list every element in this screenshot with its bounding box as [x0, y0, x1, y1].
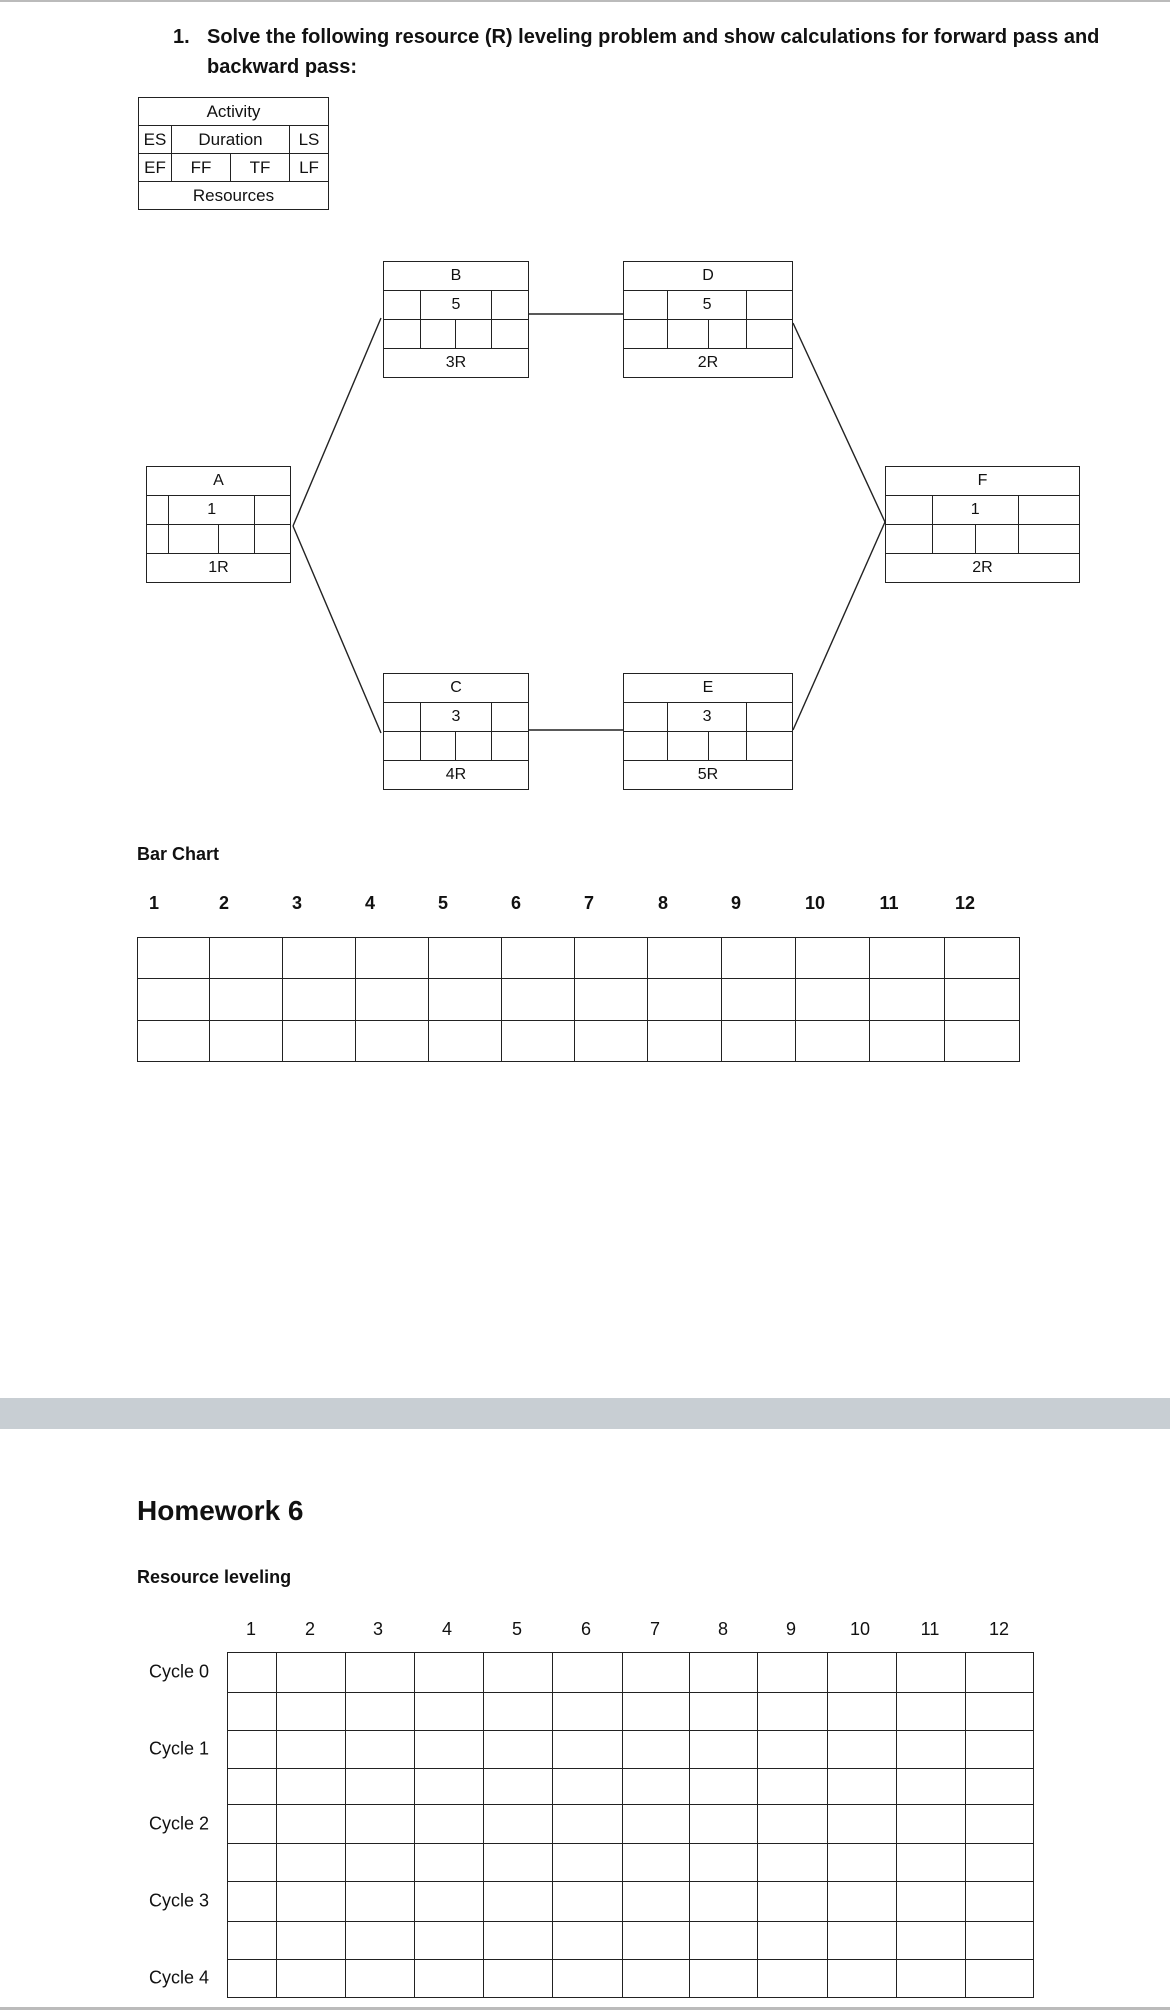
resource-cell[interactable] — [276, 1881, 346, 1922]
resource-cell[interactable] — [757, 1881, 828, 1922]
duration-cell: 5 — [420, 291, 492, 320]
resource-cell[interactable] — [276, 1959, 346, 1998]
ls-cell[interactable] — [747, 703, 793, 732]
resource-cell[interactable] — [622, 1843, 690, 1882]
resource-cell[interactable] — [689, 1652, 758, 1693]
resource-cell[interactable] — [622, 1692, 690, 1731]
resource-cell[interactable] — [827, 1843, 897, 1882]
bar-chart-cell[interactable] — [355, 1020, 429, 1062]
resource-day-label: 6 — [580, 1619, 592, 1639]
ef-cell[interactable] — [624, 320, 668, 349]
bar-chart-cell[interactable] — [282, 978, 356, 1021]
resource-cell[interactable] — [622, 1804, 690, 1844]
resource-day-label: 3 — [372, 1619, 384, 1639]
bar-chart-cell[interactable] — [647, 978, 722, 1021]
resource-day-label: 4 — [441, 1619, 453, 1639]
link-a-c — [293, 526, 381, 733]
resource-cell[interactable] — [827, 1768, 897, 1805]
bar-chart-day-label: 7 — [583, 893, 595, 913]
bar-chart-cell[interactable] — [137, 978, 210, 1021]
resource-cell[interactable] — [827, 1692, 897, 1731]
legend-ff: FF — [172, 154, 231, 182]
resource-cell[interactable] — [414, 1843, 484, 1882]
activity-node-c — [383, 673, 529, 790]
bar-chart-day-label: 12 — [954, 893, 976, 913]
bar-chart-cell[interactable] — [209, 1020, 283, 1062]
resource-cell[interactable] — [622, 1652, 690, 1693]
resource-cell[interactable] — [689, 1959, 758, 1998]
ef-cell[interactable] — [384, 732, 421, 761]
resource-cell[interactable] — [689, 1692, 758, 1731]
bar-chart-cell[interactable] — [721, 1020, 796, 1062]
cycle-label: Cycle 1 — [149, 1738, 210, 1759]
resource-cell[interactable] — [827, 1652, 897, 1693]
lf-cell[interactable] — [1018, 525, 1079, 554]
legend-tf: TF — [230, 154, 289, 182]
resource-cell[interactable] — [483, 1768, 553, 1805]
link-e-f — [793, 522, 885, 730]
resource-cell[interactable] — [689, 1804, 758, 1844]
tf-cell[interactable] — [456, 732, 492, 761]
duration-cell: 3 — [420, 703, 492, 732]
activity-node-a — [146, 466, 291, 583]
resource-cell[interactable] — [552, 1692, 623, 1731]
bar-chart-cell[interactable] — [209, 978, 283, 1021]
lf-cell[interactable] — [747, 732, 793, 761]
resource-cell[interactable] — [483, 1652, 553, 1693]
lf-cell[interactable] — [255, 525, 291, 554]
bar-chart-day-label: 11 — [879, 893, 899, 913]
bar-chart-cell[interactable] — [137, 1020, 210, 1062]
resource-cell[interactable] — [345, 1768, 415, 1805]
resource-cell[interactable] — [896, 1692, 966, 1731]
ef-cell[interactable] — [624, 732, 668, 761]
activity-node-e — [623, 673, 793, 790]
bar-chart-day-label: 1 — [148, 893, 160, 913]
resource-cell[interactable] — [622, 1730, 690, 1769]
bar-chart-cell[interactable] — [574, 978, 648, 1021]
question-text: Solve the following resource (R) leveling problem and show calculations for forward pass and backward pass: — [207, 26, 1100, 78]
resource-cell[interactable] — [965, 1768, 1034, 1805]
resource-cell[interactable] — [622, 1959, 690, 1998]
resource-cell[interactable] — [227, 1843, 277, 1882]
resource-cell[interactable] — [552, 1652, 623, 1693]
resource-cell[interactable] — [896, 1652, 966, 1693]
resource-cell[interactable] — [276, 1730, 346, 1769]
resource-cell[interactable] — [483, 1692, 553, 1731]
bar-chart-cell[interactable] — [869, 978, 945, 1021]
bar-chart-cell[interactable] — [944, 937, 1020, 979]
bar-chart-cell[interactable] — [209, 937, 283, 979]
activity-name: D — [624, 262, 793, 291]
resource-cell[interactable] — [414, 1768, 484, 1805]
resource-cell[interactable] — [276, 1652, 346, 1693]
tf-cell[interactable] — [975, 525, 1018, 554]
bar-chart-cell[interactable] — [795, 1020, 870, 1062]
resource-leveling-title: Resource leveling — [137, 1567, 292, 1587]
resource-cell[interactable] — [622, 1881, 690, 1922]
resource-cell[interactable] — [965, 1843, 1034, 1882]
bar-chart-cell[interactable] — [428, 1020, 502, 1062]
bar-chart-cell[interactable] — [869, 937, 945, 979]
question-number: 1. — [173, 26, 190, 48]
duration-cell: 3 — [667, 703, 747, 732]
bar-chart-cell[interactable] — [428, 937, 502, 979]
bar-chart-day-label: 2 — [218, 893, 230, 913]
activity-name: A — [147, 467, 291, 496]
resource-cell[interactable] — [757, 1959, 828, 1998]
resource-cell[interactable] — [757, 1652, 828, 1693]
bar-chart-cell[interactable] — [501, 1020, 575, 1062]
resource-day-label: 2 — [304, 1619, 316, 1639]
ff-cell[interactable] — [667, 320, 708, 349]
resource-cell[interactable] — [552, 1959, 623, 1998]
resource-cell[interactable] — [622, 1921, 690, 1960]
bar-chart-cell[interactable] — [574, 937, 648, 979]
resource-cell[interactable] — [414, 1921, 484, 1960]
legend-ls: LS — [290, 126, 329, 154]
bar-chart-cell[interactable] — [647, 1020, 722, 1062]
ls-cell[interactable] — [1018, 496, 1079, 525]
resource-cell[interactable] — [896, 1804, 966, 1844]
bar-chart-cell[interactable] — [355, 978, 429, 1021]
activity-name: E — [624, 674, 793, 703]
resource-day-label: 1 — [245, 1619, 257, 1639]
ef-cell[interactable] — [147, 525, 169, 554]
resource-cell[interactable] — [483, 1804, 553, 1844]
legend-duration: Duration — [172, 126, 290, 154]
bar-chart-cell[interactable] — [282, 1020, 356, 1062]
ls-cell[interactable] — [492, 703, 529, 732]
resource-day-label: 9 — [785, 1619, 797, 1639]
es-cell[interactable] — [624, 291, 668, 320]
resource-cell[interactable] — [965, 1730, 1034, 1769]
resource-cell[interactable] — [689, 1921, 758, 1960]
resource-cell[interactable] — [965, 1804, 1034, 1844]
bar-chart-day-label: 9 — [730, 893, 742, 913]
duration-cell: 1 — [932, 496, 1018, 525]
activity-node-f — [885, 466, 1080, 583]
resource-cell[interactable] — [965, 1881, 1034, 1922]
bar-chart-cell[interactable] — [944, 1020, 1020, 1062]
resource-cell[interactable] — [227, 1730, 277, 1769]
resource-day-label: 8 — [717, 1619, 729, 1639]
resource-cell[interactable] — [552, 1730, 623, 1769]
tf-cell[interactable] — [708, 320, 747, 349]
ff-cell[interactable] — [420, 320, 456, 349]
activity-name: B — [384, 262, 529, 291]
resource-cell[interactable] — [757, 1921, 828, 1960]
es-cell[interactable] — [384, 703, 421, 732]
activity-node-d — [623, 261, 793, 378]
resources-cell: 5R — [624, 761, 793, 790]
legend-ef: EF — [139, 154, 172, 182]
resource-cell[interactable] — [345, 1881, 415, 1922]
ls-cell[interactable] — [747, 291, 793, 320]
resource-cell[interactable] — [552, 1881, 623, 1922]
resource-cell[interactable] — [622, 1768, 690, 1805]
ff-cell[interactable] — [169, 525, 219, 554]
bar-chart-day-label: 10 — [804, 893, 826, 913]
resource-cell[interactable] — [345, 1652, 415, 1693]
lf-cell[interactable] — [747, 320, 793, 349]
bar-chart-cell[interactable] — [869, 1020, 945, 1062]
bar-chart-cell[interactable] — [574, 1020, 648, 1062]
legend-es: ES — [139, 126, 172, 154]
resource-cell[interactable] — [414, 1959, 484, 1998]
resource-cell[interactable] — [827, 1881, 897, 1922]
legend-resources: Resources — [139, 182, 329, 210]
bar-chart-day-label: 6 — [510, 893, 522, 913]
resource-cell[interactable] — [896, 1959, 966, 1998]
resource-cell[interactable] — [827, 1959, 897, 1998]
legend-lf: LF — [290, 154, 329, 182]
bar-chart-cell[interactable] — [428, 978, 502, 1021]
resource-day-label: 7 — [649, 1619, 661, 1639]
resource-cell[interactable] — [345, 1692, 415, 1731]
bar-chart-day-label: 4 — [364, 893, 376, 913]
bar-chart-cell[interactable] — [795, 978, 870, 1021]
bar-chart-cell[interactable] — [721, 937, 796, 979]
resource-cell[interactable] — [827, 1921, 897, 1960]
tf-cell[interactable] — [708, 732, 747, 761]
es-cell[interactable] — [384, 291, 421, 320]
legend-activity: Activity — [139, 98, 329, 126]
bar-chart-day-label: 5 — [437, 893, 449, 913]
cycle-label: Cycle 2 — [149, 1813, 210, 1833]
resource-cell[interactable] — [827, 1804, 897, 1844]
ef-cell[interactable] — [886, 525, 933, 554]
resource-cell[interactable] — [345, 1804, 415, 1844]
resource-cell[interactable] — [896, 1768, 966, 1805]
resource-cell[interactable] — [414, 1652, 484, 1693]
bar-chart-cell[interactable] — [944, 978, 1020, 1021]
resource-cell[interactable] — [552, 1921, 623, 1960]
resource-cell[interactable] — [276, 1843, 346, 1882]
ls-cell[interactable] — [492, 291, 529, 320]
resource-cell[interactable] — [689, 1768, 758, 1805]
bar-chart-cell[interactable] — [282, 937, 356, 979]
link-a-b — [293, 318, 381, 526]
es-cell[interactable] — [147, 496, 169, 525]
cycle-label: Cycle 0 — [149, 1661, 210, 1682]
resource-cell[interactable] — [414, 1692, 484, 1731]
tf-cell[interactable] — [219, 525, 255, 554]
resource-cell[interactable] — [757, 1843, 828, 1882]
duration-cell: 1 — [169, 496, 255, 525]
bar-chart-title: Bar Chart — [137, 844, 220, 864]
resource-cell[interactable] — [896, 1881, 966, 1922]
lf-cell[interactable] — [492, 320, 529, 349]
resource-cell[interactable] — [345, 1730, 415, 1769]
tf-cell[interactable] — [456, 320, 492, 349]
ff-cell[interactable] — [420, 732, 456, 761]
es-cell[interactable] — [624, 703, 668, 732]
resource-cell[interactable] — [227, 1959, 277, 1998]
resource-cell[interactable] — [757, 1768, 828, 1805]
resource-cell[interactable] — [414, 1730, 484, 1769]
resource-cell[interactable] — [227, 1921, 277, 1960]
resource-cell[interactable] — [965, 1921, 1034, 1960]
bar-chart-cell[interactable] — [137, 937, 210, 979]
bar-chart-cell[interactable] — [501, 978, 575, 1021]
resource-cell[interactable] — [227, 1804, 277, 1844]
resources-cell: 2R — [624, 349, 793, 378]
homework-title: Homework 6 — [137, 1495, 304, 1526]
resource-cell[interactable] — [227, 1652, 277, 1693]
activity-name: F — [886, 467, 1080, 496]
resource-day-label: 5 — [511, 1619, 523, 1639]
ef-cell[interactable] — [384, 320, 421, 349]
resource-cell[interactable] — [552, 1843, 623, 1882]
resources-cell: 2R — [886, 554, 1080, 583]
bar-chart-cell[interactable] — [647, 937, 722, 979]
resource-cell[interactable] — [896, 1730, 966, 1769]
resource-cell[interactable] — [483, 1730, 553, 1769]
es-cell[interactable] — [886, 496, 933, 525]
activity-name: C — [384, 674, 529, 703]
resource-cell[interactable] — [896, 1843, 966, 1882]
resource-day-label: 12 — [988, 1619, 1010, 1639]
resource-cell[interactable] — [227, 1768, 277, 1805]
resource-day-label: 11 — [920, 1619, 940, 1639]
resource-cell[interactable] — [227, 1881, 277, 1922]
resource-cell[interactable] — [276, 1804, 346, 1844]
bar-chart-cell[interactable] — [501, 937, 575, 979]
resource-cell[interactable] — [689, 1730, 758, 1769]
resources-cell: 4R — [384, 761, 529, 790]
resource-cell[interactable] — [965, 1959, 1034, 1998]
resource-cell[interactable] — [483, 1959, 553, 1998]
page-separator — [0, 1398, 1170, 1429]
link-d-f — [793, 323, 885, 522]
bar-chart-day-label: 8 — [657, 893, 669, 913]
bar-chart-cell[interactable] — [795, 937, 870, 979]
resource-cell[interactable] — [483, 1843, 553, 1882]
resource-cell[interactable] — [276, 1921, 346, 1960]
bar-chart-day-label: 3 — [291, 893, 303, 913]
resource-cell[interactable] — [689, 1843, 758, 1882]
ff-cell[interactable] — [932, 525, 975, 554]
ls-cell[interactable] — [255, 496, 291, 525]
resource-cell[interactable] — [414, 1804, 484, 1844]
cycle-label: Cycle 4 — [149, 1967, 210, 1988]
resource-cell[interactable] — [345, 1921, 415, 1960]
resource-cell[interactable] — [345, 1843, 415, 1882]
resource-cell[interactable] — [965, 1652, 1034, 1693]
resource-cell[interactable] — [483, 1881, 553, 1922]
resource-cell[interactable] — [414, 1881, 484, 1922]
resource-cell[interactable] — [827, 1730, 897, 1769]
bar-chart-cell[interactable] — [721, 978, 796, 1021]
resource-cell[interactable] — [276, 1768, 346, 1805]
ff-cell[interactable] — [667, 732, 708, 761]
resources-cell: 1R — [147, 554, 291, 583]
lf-cell[interactable] — [492, 732, 529, 761]
resources-cell: 3R — [384, 349, 529, 378]
activity-node-b — [383, 261, 529, 378]
resource-cell[interactable] — [276, 1692, 346, 1731]
resource-day-label: 10 — [849, 1619, 871, 1639]
resource-cell[interactable] — [345, 1959, 415, 1998]
resource-cell[interactable] — [757, 1804, 828, 1844]
resource-cell[interactable] — [689, 1881, 758, 1922]
resource-cell[interactable] — [552, 1768, 623, 1805]
bar-chart-cell[interactable] — [355, 937, 429, 979]
resource-cell[interactable] — [757, 1730, 828, 1769]
resource-cell[interactable] — [896, 1921, 966, 1960]
cycle-label: Cycle 3 — [149, 1890, 210, 1911]
resource-cell[interactable] — [227, 1692, 277, 1731]
network-links — [0, 0, 1170, 900]
resource-cell[interactable] — [552, 1804, 623, 1844]
duration-cell: 5 — [667, 291, 747, 320]
resource-cell[interactable] — [757, 1692, 828, 1731]
resource-cell[interactable] — [483, 1921, 553, 1960]
resource-cell[interactable] — [965, 1692, 1034, 1731]
